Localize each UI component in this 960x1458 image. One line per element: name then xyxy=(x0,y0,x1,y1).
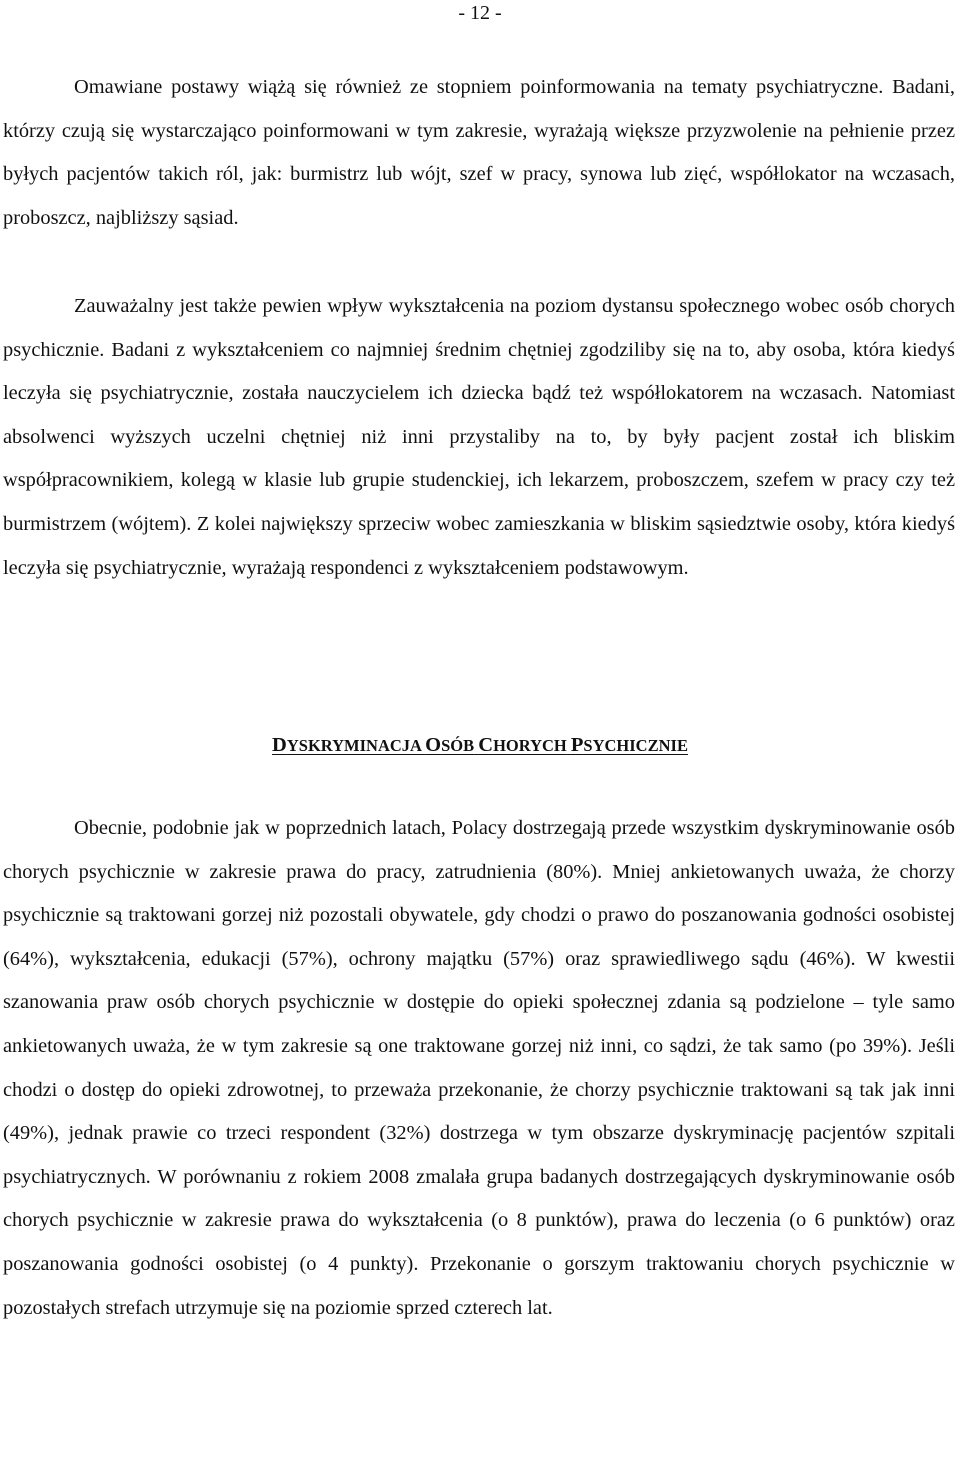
heading-word: CHORYCH xyxy=(478,734,567,756)
paragraph-education-influence: Zauważalny jest także pewien wpływ wykształcenia na poziom dystansu społecznego wobec osób chorych psychicznie. Badani z wykształceniem co najmniej średnim chętniej zgodziliby się na to, aby osoba, która kiedyś leczyła się psychiatrycznie, została nauczycielem ich dziecka bądź też współlokatorem na wczasach. Natomiast absolwenci wyższych uczelni chętniej niż inni przystaliby na to, by były pacjent został ich bliskim współpracownikiem, kolegą w klasie lub grupie studenckiej, ich lekarzem, proboszczem, szefem w pracy czy też burmistrzem (wójtem). Z kolei największy sprzeciw wobec zamieszkania w bliskim sąsiedztwie osoby, która kiedyś leczyła się psychiatrycznie, wyrażają respondenci z wykształceniem podstawowym. xyxy=(3,295,955,579)
heading-word: PSYCHICZNIE xyxy=(570,734,688,756)
page-number: - 12 - xyxy=(458,2,502,24)
heading-word: DYSKRYMINACJA xyxy=(272,734,422,756)
heading-word: OSÓB xyxy=(425,734,475,756)
paragraph-discrimination: Obecnie, podobnie jak w poprzednich latach, Polacy dostrzegają przede wszystkim dyskryminowanie osób chorych psychicznie w zakresie prawa do pracy, zatrudnienia (80%). Mniej ankietowanych uważa, że chorzy psychicznie są traktowani gorzej niż pozostali obywatele, gdy chodzi o prawo do poszanowania godności osobistej (64%), wykształcenia, edukacji (57%), ochrony majątku (57%) oraz sprawiedliwego sądu (46%). W kwestii szanowania praw osób chorych psychicznie w dostępie do opieki społecznej zdania są podzielone – tyle samo ankietowanych uważa, że w tym zakresie są one traktowane gorzej niż inni, co sądzi, że tak samo (po 39%). Jeśli chodzi o dostęp do opieki zdrowotnej, to przeważa przekonanie, że chorzy psychicznie traktowani są tak jak inni (49%), jednak prawie co trzeci respondent (32%) dostrzega w tym obszarze dyskryminację pacjentów szpitali psychiatrycznych. W porównaniu z rokiem 2008 zmalała grupa badanych dostrzegających dyskryminowanie osób chorych psychicznie w zakresie prawa do wykształcenia (o 8 punktów), prawa do leczenia (o 6 punktów) oraz poszanowania godności osobistej (o 4 punkty). Przekonanie o gorszym traktowaniu chorych psychicznie w pozostałych strefach utrzymuje się na poziomie sprzed czterech lat. xyxy=(3,817,955,1319)
paragraph-information-level: Omawiane postawy wiążą się również ze stopniem poinformowania na tematy psychiatryczne. Badani, którzy czują się wystarczająco poinformowani w tym zakresie, wyrażają większe przyzwolenie na pełnienie przez byłych pacjentów takich ról, jak: burmistrz lub wójt, szef w pracy, synowa lub zięć, współlokator na wczasach, proboszcz, najbliższy sąsiad. xyxy=(3,76,955,229)
section-heading xyxy=(0,732,960,759)
